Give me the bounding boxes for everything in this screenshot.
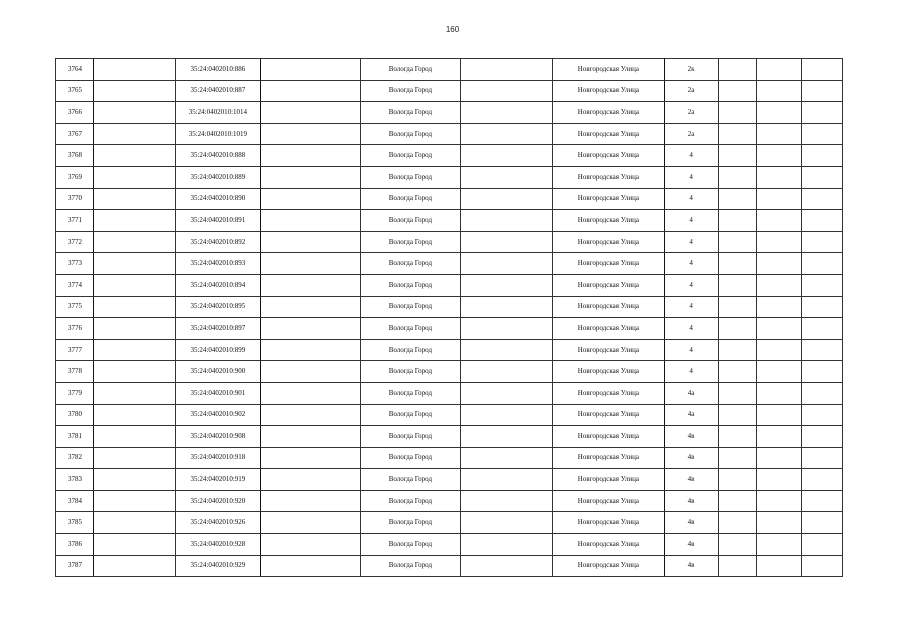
empty-cell <box>94 318 176 340</box>
cadastral-number-cell: 35:24:0402010:886 <box>176 59 260 81</box>
street-cell: Новгородская Улица <box>553 188 664 210</box>
city-cell: Вологда Город <box>360 382 460 404</box>
empty-cell <box>756 274 801 296</box>
street-cell: Новгородская Улица <box>553 296 664 318</box>
empty-cell <box>756 382 801 404</box>
empty-cell <box>756 555 801 577</box>
row-number-cell: 3770 <box>56 188 94 210</box>
empty-cell <box>461 123 553 145</box>
row-number-cell: 3775 <box>56 296 94 318</box>
city-cell: Вологда Город <box>360 102 460 124</box>
house-number-cell: 4 <box>664 188 718 210</box>
empty-cell <box>260 534 360 556</box>
city-cell: Вологда Город <box>360 490 460 512</box>
street-cell: Новгородская Улица <box>553 145 664 167</box>
empty-cell <box>718 534 756 556</box>
empty-cell <box>801 339 842 361</box>
empty-cell <box>756 318 801 340</box>
empty-cell <box>461 447 553 469</box>
row-number-cell: 3787 <box>56 555 94 577</box>
registry-table <box>55 58 843 577</box>
table-row <box>56 490 843 512</box>
street-cell: Новгородская Улица <box>553 80 664 102</box>
city-cell: Вологда Город <box>360 469 460 491</box>
empty-cell <box>461 404 553 426</box>
city-cell: Вологда Город <box>360 296 460 318</box>
house-number-cell: 4 <box>664 231 718 253</box>
empty-cell <box>260 59 360 81</box>
empty-cell <box>461 361 553 383</box>
empty-cell <box>94 123 176 145</box>
row-number-cell: 3774 <box>56 274 94 296</box>
table-row <box>56 339 843 361</box>
empty-cell <box>94 339 176 361</box>
house-number-cell: 4а <box>664 404 718 426</box>
empty-cell <box>461 145 553 167</box>
city-cell: Вологда Город <box>360 253 460 275</box>
street-cell: Новгородская Улица <box>553 534 664 556</box>
table-row <box>56 188 843 210</box>
empty-cell <box>461 274 553 296</box>
empty-cell <box>260 145 360 167</box>
row-number-cell: 3769 <box>56 166 94 188</box>
empty-cell <box>94 469 176 491</box>
empty-cell <box>801 296 842 318</box>
row-number-cell: 3777 <box>56 339 94 361</box>
cadastral-number-cell: 35:24:0402010:1019 <box>176 123 260 145</box>
table-row <box>56 102 843 124</box>
street-cell: Новгородская Улица <box>553 123 664 145</box>
city-cell: Вологда Город <box>360 188 460 210</box>
empty-cell <box>718 555 756 577</box>
city-cell: Вологда Город <box>360 534 460 556</box>
cadastral-number-cell: 35:24:0402010:890 <box>176 188 260 210</box>
empty-cell <box>461 555 553 577</box>
empty-cell <box>756 166 801 188</box>
empty-cell <box>260 188 360 210</box>
empty-cell <box>461 210 553 232</box>
table-row <box>56 404 843 426</box>
empty-cell <box>260 469 360 491</box>
empty-cell <box>756 80 801 102</box>
city-cell: Вологда Город <box>360 166 460 188</box>
empty-cell <box>801 318 842 340</box>
empty-cell <box>94 145 176 167</box>
empty-cell <box>801 166 842 188</box>
empty-cell <box>756 253 801 275</box>
empty-cell <box>718 339 756 361</box>
house-number-cell: 2а <box>664 80 718 102</box>
table-row <box>56 296 843 318</box>
cadastral-number-cell: 35:24:0402010:897 <box>176 318 260 340</box>
table-row <box>56 534 843 556</box>
house-number-cell: 4в <box>664 534 718 556</box>
table-row <box>56 382 843 404</box>
street-cell: Новгородская Улица <box>553 512 664 534</box>
empty-cell <box>461 469 553 491</box>
empty-cell <box>756 490 801 512</box>
empty-cell <box>94 274 176 296</box>
empty-cell <box>94 447 176 469</box>
empty-cell <box>801 534 842 556</box>
cadastral-number-cell: 35:24:0402010:889 <box>176 166 260 188</box>
empty-cell <box>260 80 360 102</box>
empty-cell <box>461 188 553 210</box>
empty-cell <box>260 253 360 275</box>
table-row <box>56 123 843 145</box>
city-cell: Вологда Город <box>360 426 460 448</box>
cadastral-number-cell: 35:24:0402010:902 <box>176 404 260 426</box>
empty-cell <box>718 404 756 426</box>
table-row <box>56 145 843 167</box>
empty-cell <box>260 210 360 232</box>
table-row <box>56 447 843 469</box>
cadastral-number-cell: 35:24:0402010:919 <box>176 469 260 491</box>
empty-cell <box>718 253 756 275</box>
empty-cell <box>260 274 360 296</box>
cadastral-number-cell: 35:24:0402010:888 <box>176 145 260 167</box>
empty-cell <box>94 59 176 81</box>
empty-cell <box>94 426 176 448</box>
city-cell: Вологда Город <box>360 512 460 534</box>
empty-cell <box>801 123 842 145</box>
house-number-cell: 2а <box>664 123 718 145</box>
house-number-cell: 4 <box>664 274 718 296</box>
row-number-cell: 3783 <box>56 469 94 491</box>
empty-cell <box>801 555 842 577</box>
city-cell: Вологда Город <box>360 80 460 102</box>
empty-cell <box>718 296 756 318</box>
empty-cell <box>94 361 176 383</box>
street-cell: Новгородская Улица <box>553 253 664 275</box>
empty-cell <box>94 210 176 232</box>
empty-cell <box>756 188 801 210</box>
cadastral-number-cell: 35:24:0402010:908 <box>176 426 260 448</box>
street-cell: Новгородская Улица <box>553 274 664 296</box>
cadastral-number-cell: 35:24:0402010:918 <box>176 447 260 469</box>
cadastral-number-cell: 35:24:0402010:899 <box>176 339 260 361</box>
table-row <box>56 80 843 102</box>
street-cell: Новгородская Улица <box>553 426 664 448</box>
table-row <box>56 426 843 448</box>
row-number-cell: 3771 <box>56 210 94 232</box>
empty-cell <box>756 361 801 383</box>
table-row <box>56 361 843 383</box>
empty-cell <box>260 166 360 188</box>
city-cell: Вологда Город <box>360 447 460 469</box>
empty-cell <box>801 490 842 512</box>
street-cell: Новгородская Улица <box>553 404 664 426</box>
empty-cell <box>718 512 756 534</box>
city-cell: Вологда Город <box>360 123 460 145</box>
street-cell: Новгородская Улица <box>553 555 664 577</box>
empty-cell <box>260 231 360 253</box>
house-number-cell: 4в <box>664 555 718 577</box>
empty-cell <box>801 253 842 275</box>
street-cell: Новгородская Улица <box>553 59 664 81</box>
row-number-cell: 3786 <box>56 534 94 556</box>
empty-cell <box>260 447 360 469</box>
empty-cell <box>260 382 360 404</box>
empty-cell <box>461 253 553 275</box>
cadastral-number-cell: 35:24:0402010:895 <box>176 296 260 318</box>
empty-cell <box>801 469 842 491</box>
cadastral-number-cell: 35:24:0402010:920 <box>176 490 260 512</box>
empty-cell <box>756 447 801 469</box>
empty-cell <box>801 102 842 124</box>
city-cell: Вологда Город <box>360 318 460 340</box>
row-number-cell: 3781 <box>56 426 94 448</box>
empty-cell <box>801 59 842 81</box>
row-number-cell: 3776 <box>56 318 94 340</box>
empty-cell <box>94 382 176 404</box>
empty-cell <box>718 447 756 469</box>
city-cell: Вологда Город <box>360 145 460 167</box>
city-cell: Вологда Город <box>360 59 460 81</box>
empty-cell <box>94 296 176 318</box>
street-cell: Новгородская Улица <box>553 382 664 404</box>
empty-cell <box>801 512 842 534</box>
empty-cell <box>94 231 176 253</box>
empty-cell <box>756 404 801 426</box>
house-number-cell: 4 <box>664 145 718 167</box>
street-cell: Новгородская Улица <box>553 469 664 491</box>
row-number-cell: 3782 <box>56 447 94 469</box>
city-cell: Вологда Город <box>360 404 460 426</box>
house-number-cell: 4 <box>664 339 718 361</box>
street-cell: Новгородская Улица <box>553 210 664 232</box>
house-number-cell: 4в <box>664 469 718 491</box>
empty-cell <box>461 166 553 188</box>
empty-cell <box>718 469 756 491</box>
cadastral-number-cell: 35:24:0402010:929 <box>176 555 260 577</box>
city-cell: Вологда Город <box>360 210 460 232</box>
empty-cell <box>756 210 801 232</box>
house-number-cell: 2к <box>664 59 718 81</box>
house-number-cell: 4а <box>664 382 718 404</box>
house-number-cell: 4 <box>664 318 718 340</box>
house-number-cell: 4в <box>664 512 718 534</box>
table-row <box>56 469 843 491</box>
house-number-cell: 4 <box>664 253 718 275</box>
empty-cell <box>260 490 360 512</box>
empty-cell <box>801 145 842 167</box>
table-row <box>56 231 843 253</box>
house-number-cell: 4в <box>664 447 718 469</box>
empty-cell <box>94 490 176 512</box>
city-cell: Вологда Город <box>360 555 460 577</box>
cadastral-number-cell: 35:24:0402010:1014 <box>176 102 260 124</box>
empty-cell <box>756 469 801 491</box>
street-cell: Новгородская Улица <box>553 166 664 188</box>
empty-cell <box>756 512 801 534</box>
street-cell: Новгородская Улица <box>553 339 664 361</box>
row-number-cell: 3773 <box>56 253 94 275</box>
cadastral-number-cell: 35:24:0402010:893 <box>176 253 260 275</box>
cadastral-number-cell: 35:24:0402010:928 <box>176 534 260 556</box>
empty-cell <box>94 534 176 556</box>
empty-cell <box>94 80 176 102</box>
table-row <box>56 318 843 340</box>
empty-cell <box>801 404 842 426</box>
empty-cell <box>260 318 360 340</box>
empty-cell <box>718 318 756 340</box>
cadastral-number-cell: 35:24:0402010:901 <box>176 382 260 404</box>
page-number: 160 <box>445 25 460 34</box>
street-cell: Новгородская Улица <box>553 361 664 383</box>
empty-cell <box>756 123 801 145</box>
empty-cell <box>718 102 756 124</box>
empty-cell <box>461 102 553 124</box>
row-number-cell: 3778 <box>56 361 94 383</box>
empty-cell <box>260 123 360 145</box>
empty-cell <box>260 555 360 577</box>
empty-cell <box>94 512 176 534</box>
table-row <box>56 210 843 232</box>
row-number-cell: 3772 <box>56 231 94 253</box>
empty-cell <box>461 231 553 253</box>
table-row <box>56 274 843 296</box>
house-number-cell: 4 <box>664 296 718 318</box>
house-number-cell: 4в <box>664 490 718 512</box>
empty-cell <box>718 123 756 145</box>
row-number-cell: 3779 <box>56 382 94 404</box>
empty-cell <box>461 318 553 340</box>
empty-cell <box>260 339 360 361</box>
empty-cell <box>260 512 360 534</box>
empty-cell <box>801 210 842 232</box>
empty-cell <box>461 534 553 556</box>
table-row <box>56 512 843 534</box>
empty-cell <box>801 188 842 210</box>
empty-cell <box>801 361 842 383</box>
cadastral-number-cell: 35:24:0402010:887 <box>176 80 260 102</box>
empty-cell <box>461 382 553 404</box>
row-number-cell: 3767 <box>56 123 94 145</box>
row-number-cell: 3766 <box>56 102 94 124</box>
empty-cell <box>756 339 801 361</box>
table-row <box>56 555 843 577</box>
row-number-cell: 3784 <box>56 490 94 512</box>
registry-body <box>56 59 843 577</box>
empty-cell <box>94 102 176 124</box>
street-cell: Новгородская Улица <box>553 102 664 124</box>
empty-cell <box>94 188 176 210</box>
empty-cell <box>718 426 756 448</box>
city-cell: Вологда Город <box>360 231 460 253</box>
empty-cell <box>718 210 756 232</box>
empty-cell <box>718 274 756 296</box>
cadastral-number-cell: 35:24:0402010:900 <box>176 361 260 383</box>
city-cell: Вологда Город <box>360 361 460 383</box>
empty-cell <box>461 512 553 534</box>
empty-cell <box>718 59 756 81</box>
empty-cell <box>756 102 801 124</box>
empty-cell <box>718 188 756 210</box>
empty-cell <box>718 231 756 253</box>
empty-cell <box>756 59 801 81</box>
house-number-cell: 4в <box>664 426 718 448</box>
empty-cell <box>260 426 360 448</box>
row-number-cell: 3765 <box>56 80 94 102</box>
empty-cell <box>94 253 176 275</box>
empty-cell <box>461 296 553 318</box>
empty-cell <box>94 404 176 426</box>
empty-cell <box>756 534 801 556</box>
empty-cell <box>260 102 360 124</box>
empty-cell <box>461 490 553 512</box>
empty-cell <box>718 166 756 188</box>
row-number-cell: 3785 <box>56 512 94 534</box>
house-number-cell: 4 <box>664 166 718 188</box>
cadastral-number-cell: 35:24:0402010:926 <box>176 512 260 534</box>
house-number-cell: 4 <box>664 361 718 383</box>
row-number-cell: 3768 <box>56 145 94 167</box>
house-number-cell: 4 <box>664 210 718 232</box>
empty-cell <box>756 296 801 318</box>
empty-cell <box>801 382 842 404</box>
city-cell: Вологда Город <box>360 274 460 296</box>
empty-cell <box>260 404 360 426</box>
empty-cell <box>756 426 801 448</box>
cadastral-number-cell: 35:24:0402010:892 <box>176 231 260 253</box>
empty-cell <box>461 339 553 361</box>
empty-cell <box>718 80 756 102</box>
empty-cell <box>94 166 176 188</box>
empty-cell <box>718 490 756 512</box>
table-row <box>56 166 843 188</box>
empty-cell <box>801 426 842 448</box>
empty-cell <box>260 361 360 383</box>
table-row <box>56 253 843 275</box>
empty-cell <box>461 59 553 81</box>
street-cell: Новгородская Улица <box>553 231 664 253</box>
city-cell: Вологда Город <box>360 339 460 361</box>
street-cell: Новгородская Улица <box>553 447 664 469</box>
street-cell: Новгородская Улица <box>553 318 664 340</box>
row-number-cell: 3780 <box>56 404 94 426</box>
empty-cell <box>801 447 842 469</box>
empty-cell <box>801 80 842 102</box>
empty-cell <box>756 231 801 253</box>
row-number-cell: 3764 <box>56 59 94 81</box>
empty-cell <box>756 145 801 167</box>
empty-cell <box>801 231 842 253</box>
cadastral-number-cell: 35:24:0402010:891 <box>176 210 260 232</box>
street-cell: Новгородская Улица <box>553 490 664 512</box>
empty-cell <box>801 274 842 296</box>
empty-cell <box>94 555 176 577</box>
empty-cell <box>718 145 756 167</box>
empty-cell <box>461 426 553 448</box>
empty-cell <box>718 382 756 404</box>
empty-cell <box>718 361 756 383</box>
empty-cell <box>461 80 553 102</box>
cadastral-number-cell: 35:24:0402010:894 <box>176 274 260 296</box>
empty-cell <box>260 296 360 318</box>
house-number-cell: 2а <box>664 102 718 124</box>
table-row <box>56 59 843 81</box>
